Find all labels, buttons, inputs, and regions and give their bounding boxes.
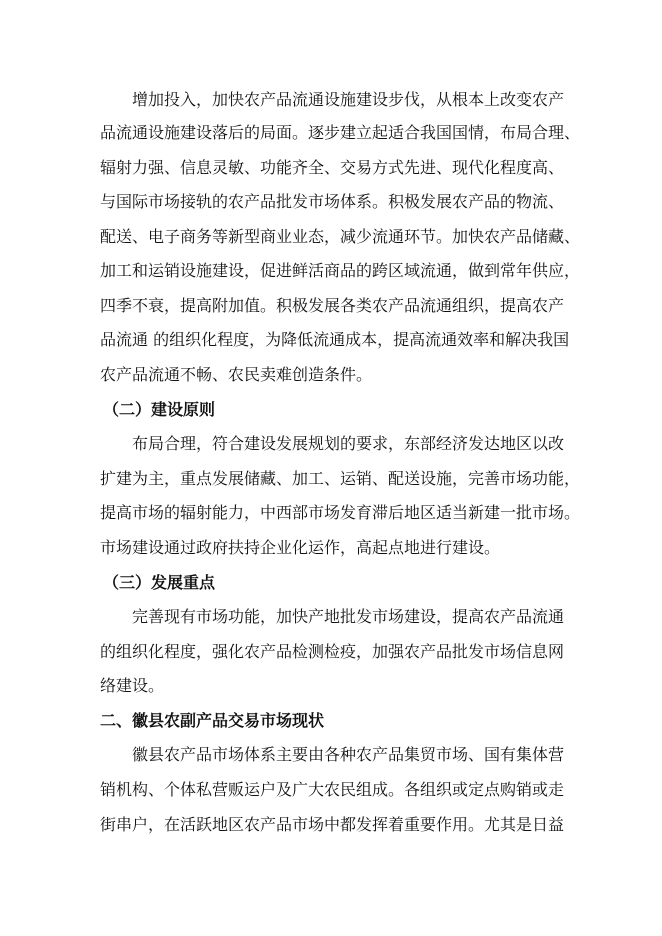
paragraph-line: 配送、电子商务等新型商业业态，减少流通环节。加快农产品储藏、: [100, 227, 581, 246]
section-heading-market-status: 二、徽县农副产品交易市场现状: [100, 711, 325, 730]
paragraph-line: 品流通 的组织化程度，为降低流通成本，提高流通效率和解决我国: [100, 330, 570, 349]
section-heading-focus: （三）发展重点: [103, 573, 216, 592]
paragraph-line: 提高市场的辐射能力，中西部市场发育滞后地区适当新建一批市场。: [100, 503, 581, 522]
paragraph-line: 布局合理，符合建设发展规划的要求，东部经济发达地区以改: [132, 434, 565, 453]
paragraph-line: 农产品流通不畅、农民卖难创造条件。: [100, 365, 373, 384]
paragraph-line: 增加投入，加快农产品流通设施建设步伐，从根本上改变农产: [132, 90, 565, 109]
paragraph-line: 徽县农产品市场体系主要由各种农产品集贸市场、国有集体营: [132, 745, 565, 764]
paragraph-line: 加工和运销设施建设，促进鲜活商品的跨区域流通，做到常年供应，: [100, 261, 581, 280]
paragraph-line: 完善现有市场功能，加快产地批发市场建设，提高农产品流通: [132, 607, 565, 626]
paragraph-line: 与国际市场接轨的农产品批发市场体系。积极发展农产品的物流、: [100, 192, 565, 211]
paragraph-line: 络建设。: [100, 676, 165, 695]
section-heading-principles: （二）建设原则: [103, 400, 216, 419]
paragraph-line: 街串户，在活跃地区农产品市场中都发挥着重要作用。尤其是日益: [100, 815, 565, 834]
paragraph-line: 销机构、个体私营贩运户及广大农民组成。各组织或定点购销或走: [100, 780, 565, 799]
paragraph-line: 四季不衰，提高附加值。积极发展各类农产品流通组织，提高农产: [100, 296, 565, 315]
paragraph-line: 的组织化程度，强化农产品检测检疫，加强农产品批发市场信息网: [100, 642, 565, 661]
paragraph-line: 辐射力强、信息灵敏、功能齐全、交易方式先进、现代化程度高、: [100, 158, 565, 177]
paragraph-line: 市场建设通过政府扶持企业化运作，高起点地进行建设。: [100, 538, 501, 557]
paragraph-line: 扩建为主，重点发展储藏、加工、运销、配送设施，完善市场功能，: [100, 469, 581, 488]
paragraph-line: 品流通设施建设落后的局面。逐步建立起适合我国国情，布局合理、: [100, 123, 581, 142]
